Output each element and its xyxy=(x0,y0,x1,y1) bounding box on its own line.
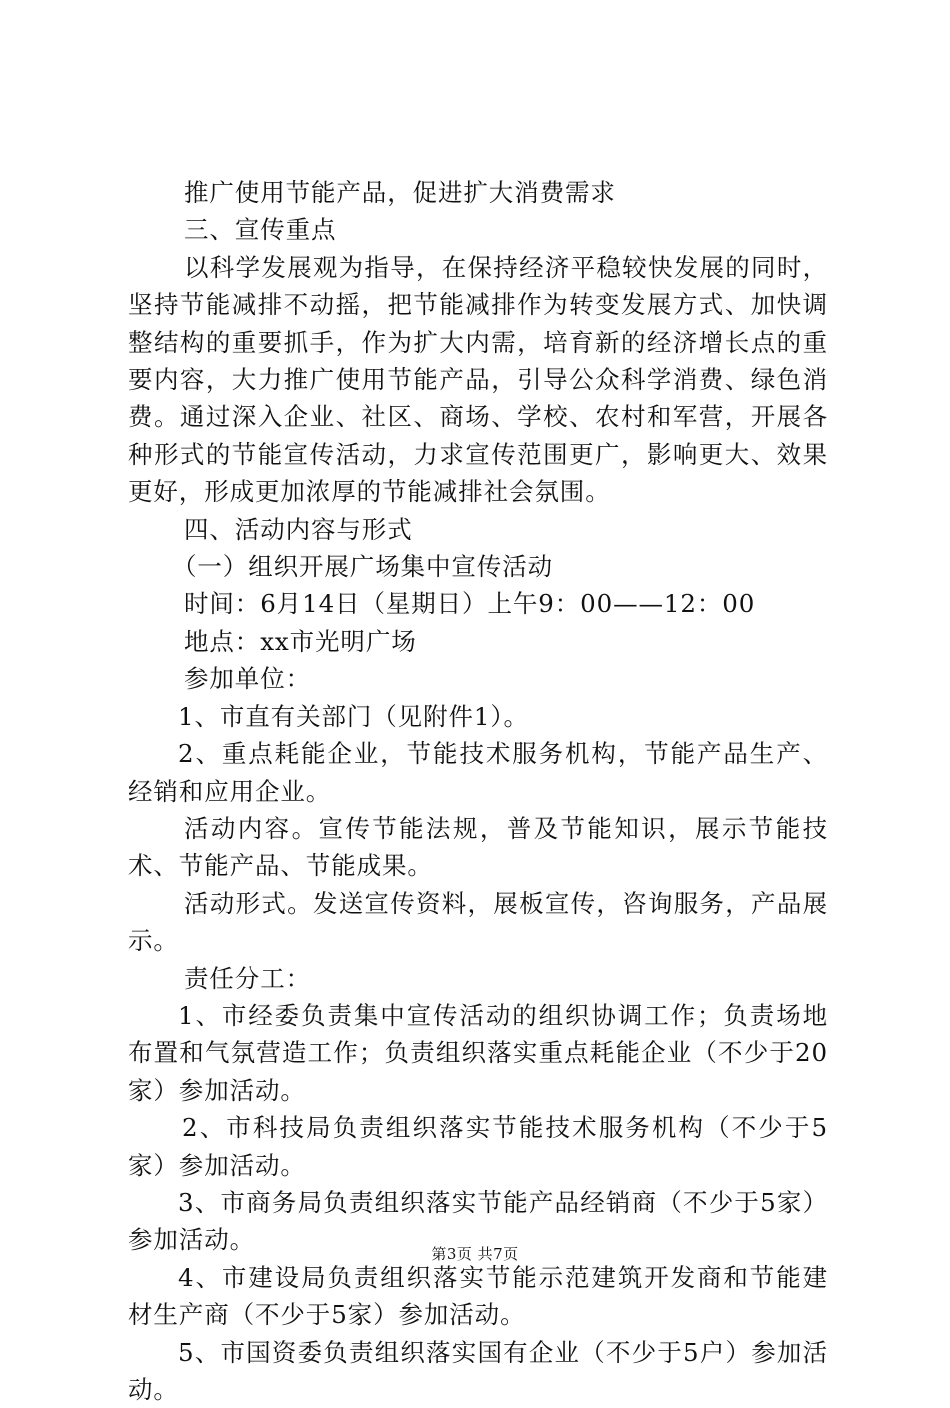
paragraph-activity-form: 活动形式。发送宣传资料，展板宣传，咨询服务，产品展示。 xyxy=(128,888,828,956)
paragraph-propaganda-focus: 以科学发展观为指导，在保持经济平稳较快发展的同时，坚持节能减排不动摇，把节能减排作为转变发展方式、加快调整结构的重要抓手，作为扩大内需，培育新的经济增长点的重要内容，大力推广使用节能产品，引导公众科学消费、绿色消费。通过深入企业、社区、商场、学校、农村和军营，开展各种形式的节能宣传活动，力求宣传范围更广，影响更大、效果更好，形成更加浓厚的节能减排社会氛围。 xyxy=(128,252,828,507)
responsibility-item-3: 3、市商务局负责组织落实节能产品经销商（不少于5家）参加活动。 xyxy=(128,1187,828,1255)
participant-item-1: 1、市直有关部门（见附件1）。 xyxy=(178,701,529,731)
document-body xyxy=(128,174,828,1408)
page-number-footer: 第3页 共7页 xyxy=(431,1245,519,1263)
responsibility-item-4: 4、市建设局负责组织落实节能示范建筑开发商和节能建材生产商（不少于5家）参加活动。 xyxy=(128,1262,828,1330)
participant-item-2: 2、重点耗能企业，节能技术服务机构，节能产品生产、经销和应用企业。 xyxy=(128,739,828,806)
responsibility-item-5: 5、市国资委负责组织落实国有企业（不少于5户）参加活动。 xyxy=(128,1337,828,1404)
heading-propaganda-focus: 三、宣传重点 xyxy=(184,215,337,245)
responsibility-label: 责任分工： xyxy=(184,963,311,993)
paragraph-promote: 推广使用节能产品，促进扩大消费需求 xyxy=(184,178,616,207)
responsibility-item-1: 1、市经委负责集中宣传活动的组织协调工作；负责场地布置和气氛营造工作；负责组织落实重点耗能企业（不少于20家）参加活动。 xyxy=(128,1000,828,1105)
paragraph-activity-content: 活动内容。宣传节能法规，普及节能知识，展示节能技术、节能产品、节能成果。 xyxy=(128,813,828,881)
subheading-square-event: （一）组织开展广场集中宣传活动 xyxy=(172,552,553,582)
event-time: 时间：6月14日（星期日）上午9：00——12：00 xyxy=(184,589,756,619)
event-location: 地点：xx市光明广场 xyxy=(184,626,417,656)
participants-label: 参加单位： xyxy=(184,664,311,694)
responsibility-item-2: 2、市科技局负责组织落实节能技术服务机构（不少于5家）参加活动。 xyxy=(128,1113,828,1180)
heading-activity-content: 四、活动内容与形式 xyxy=(184,514,413,544)
